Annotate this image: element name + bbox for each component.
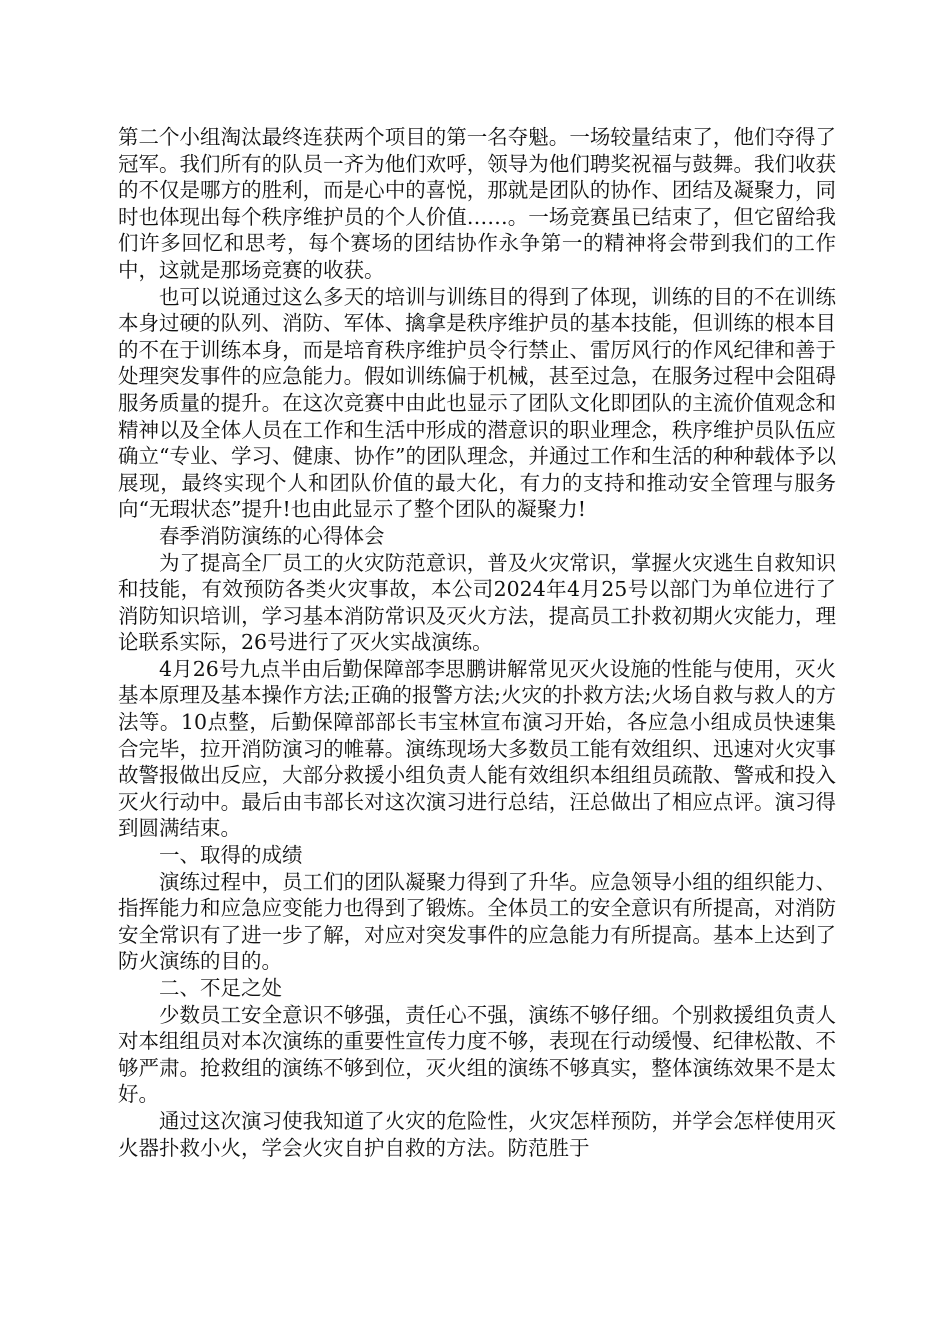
- paragraph-shortcomings: 少数员工安全意识不够强，责任心不强，演练不够仔细。个别救援组负责人对本组组员对本次演练的重要性宣传力度不够，表现在行动缓慢、纪律松散、不够严肃。抢救组的演练不够到位，灭火组的演练不够真实，整体演练效果不是太好。: [118, 1002, 836, 1107]
- paragraph-drill-process: 4月26号九点半由后勤保障部李思鹏讲解常见灭火设施的性能与使用，灭火基本原理及基本操作方法;正确的报警方法;火灾的扑救方法;火场自救与救人的方法等。10点整，后勤保障部部长韦宝林宣布演习开始，各应急小组成员快速集合完毕，拉开消防演习的帷幕。演练现场大多数员工能有效组织、迅速对火灾事故警报做出反应，大部分救援小组负责人能有效组织本组组员疏散、警戒和投入灭火行动中。最后由韦部长对这次演习进行总结，汪总做出了相应点评。演习得到圆满结束。: [118, 656, 836, 841]
- document-body: [118, 124, 836, 1161]
- section-title-fire-drill-reflection: 春季消防演练的心得体会: [159, 523, 385, 548]
- paragraph-team-competition: 第二个小组淘汰最终连获两个项目的第一名夺魁。一场较量结束了，他们夺得了冠军。我们所有的队员一齐为他们欢呼，领导为他们聘奖祝福与鼓舞。我们收获的不仅是哪方的胜利，而是心中的喜悦，那就是团队的协作、团结及凝聚力，同时也体现出每个秩序维护员的个人价值……。一场竞赛虽已结束了，但它留给我们许多回忆和思考，每个赛场的团结协作永争第一的精神将会带到我们的工作中，这就是那场竞赛的收获。: [118, 125, 836, 282]
- heading-achievements: 一、取得的成绩: [159, 843, 303, 868]
- paragraph-training-purpose: 也可以说通过这么多天的培训与训练目的得到了体现，训练的目的不在训练本身过硬的队列、消防、军体、擒拿是秩序维护员的基本技能，但训练的根本目的不在于训练本身，而是培育秩序维护员令行禁止、雷厉风行的作风纪律和善于处理突发事件的应急能力。假如训练偏于机械，甚至过急，在服务过程中会阻碍服务质量的提升。在这次竞赛中由此也显示了团队文化即团队的主流价值观念和精神以及全体人员在工作和生活中形成的潜意识的职业理念，秩序维护员队伍应确立“专业、学习、健康、协作”的团队理念，并通过工作和生活的种种载体予以展现，最终实现个人和团队价值的最大化，有力的支持和推动安全管理与服务向“无瑕状态”提升!也由此显示了整个团队的凝聚力!: [118, 284, 836, 522]
- paragraph-achievements: 演练过程中，员工们的团队凝聚力得到了升华。应急领导小组的组织能力、指挥能力和应急应变能力也得到了锻炼。全体员工的安全意识有所提高，对消防安全常识有了进一步了解，对应对突发事件的应急能力有所提高。基本上达到了防火演练的目的。: [118, 869, 836, 974]
- heading-shortcomings: 二、不足之处: [159, 976, 282, 1000]
- paragraph-drill-background: 为了提高全厂员工的火灾防范意识，普及火灾常识，掌握火灾逃生自救知识和技能，有效预防各类火灾事故，本公司2024年4月25号以部门为单位进行了消防知识培训，学习基本消防常识及灭火方法，提高员工扑救初期火灾能力，理论联系实际，26号进行了灭火实战演练。: [118, 550, 836, 655]
- paragraph-lessons-learned: 通过这次演习使我知道了火灾的危险性，火灾怎样预防，并学会怎样使用灭火器扑救小火，学会火灾自护自救的方法。防范胜于: [118, 1108, 836, 1160]
